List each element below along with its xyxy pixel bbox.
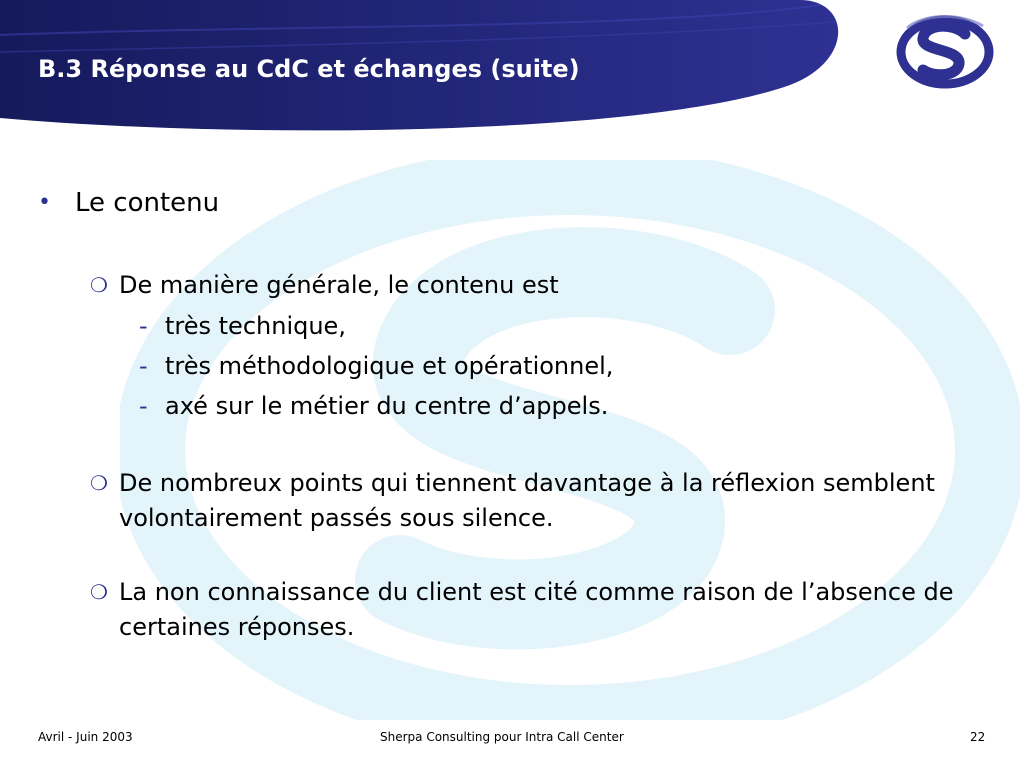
dash-item-text: axé sur le métier du centre d’appels. (165, 392, 609, 420)
circle-bullet-icon: ❍ (90, 273, 108, 297)
page-number: 22 (970, 730, 986, 744)
dash-item-text: très méthodologique et opérationnel, (165, 352, 614, 380)
slide-title: B.3 Réponse au CdC et échanges (suite) (38, 55, 580, 83)
circle-bullet-icon: ❍ (90, 580, 108, 604)
sub-bullet-text: De manière générale, le contenu est (119, 271, 559, 299)
footer-center-text: Sherpa Consulting pour Intra Call Center (380, 730, 624, 744)
dash-icon: - (139, 352, 148, 380)
sherpa-logo (893, 8, 997, 90)
bullet-dot-icon: • (38, 190, 51, 215)
bullet-text: Le contenu (75, 188, 220, 218)
footer-date: Avril - Juin 2003 (38, 730, 133, 744)
sub-bullet-text: La non connaissance du client est cité comme raison de l’absence de certaines réponses. (119, 578, 954, 641)
sub-bullet-text: De nombreux points qui tiennent davantage à la réflexion semblent volontairement passés sous silence. (119, 469, 935, 532)
dash-item-text: très technique, (165, 312, 346, 340)
circle-bullet-icon: ❍ (90, 471, 108, 495)
dash-icon: - (139, 312, 148, 340)
dash-icon: - (139, 392, 148, 420)
